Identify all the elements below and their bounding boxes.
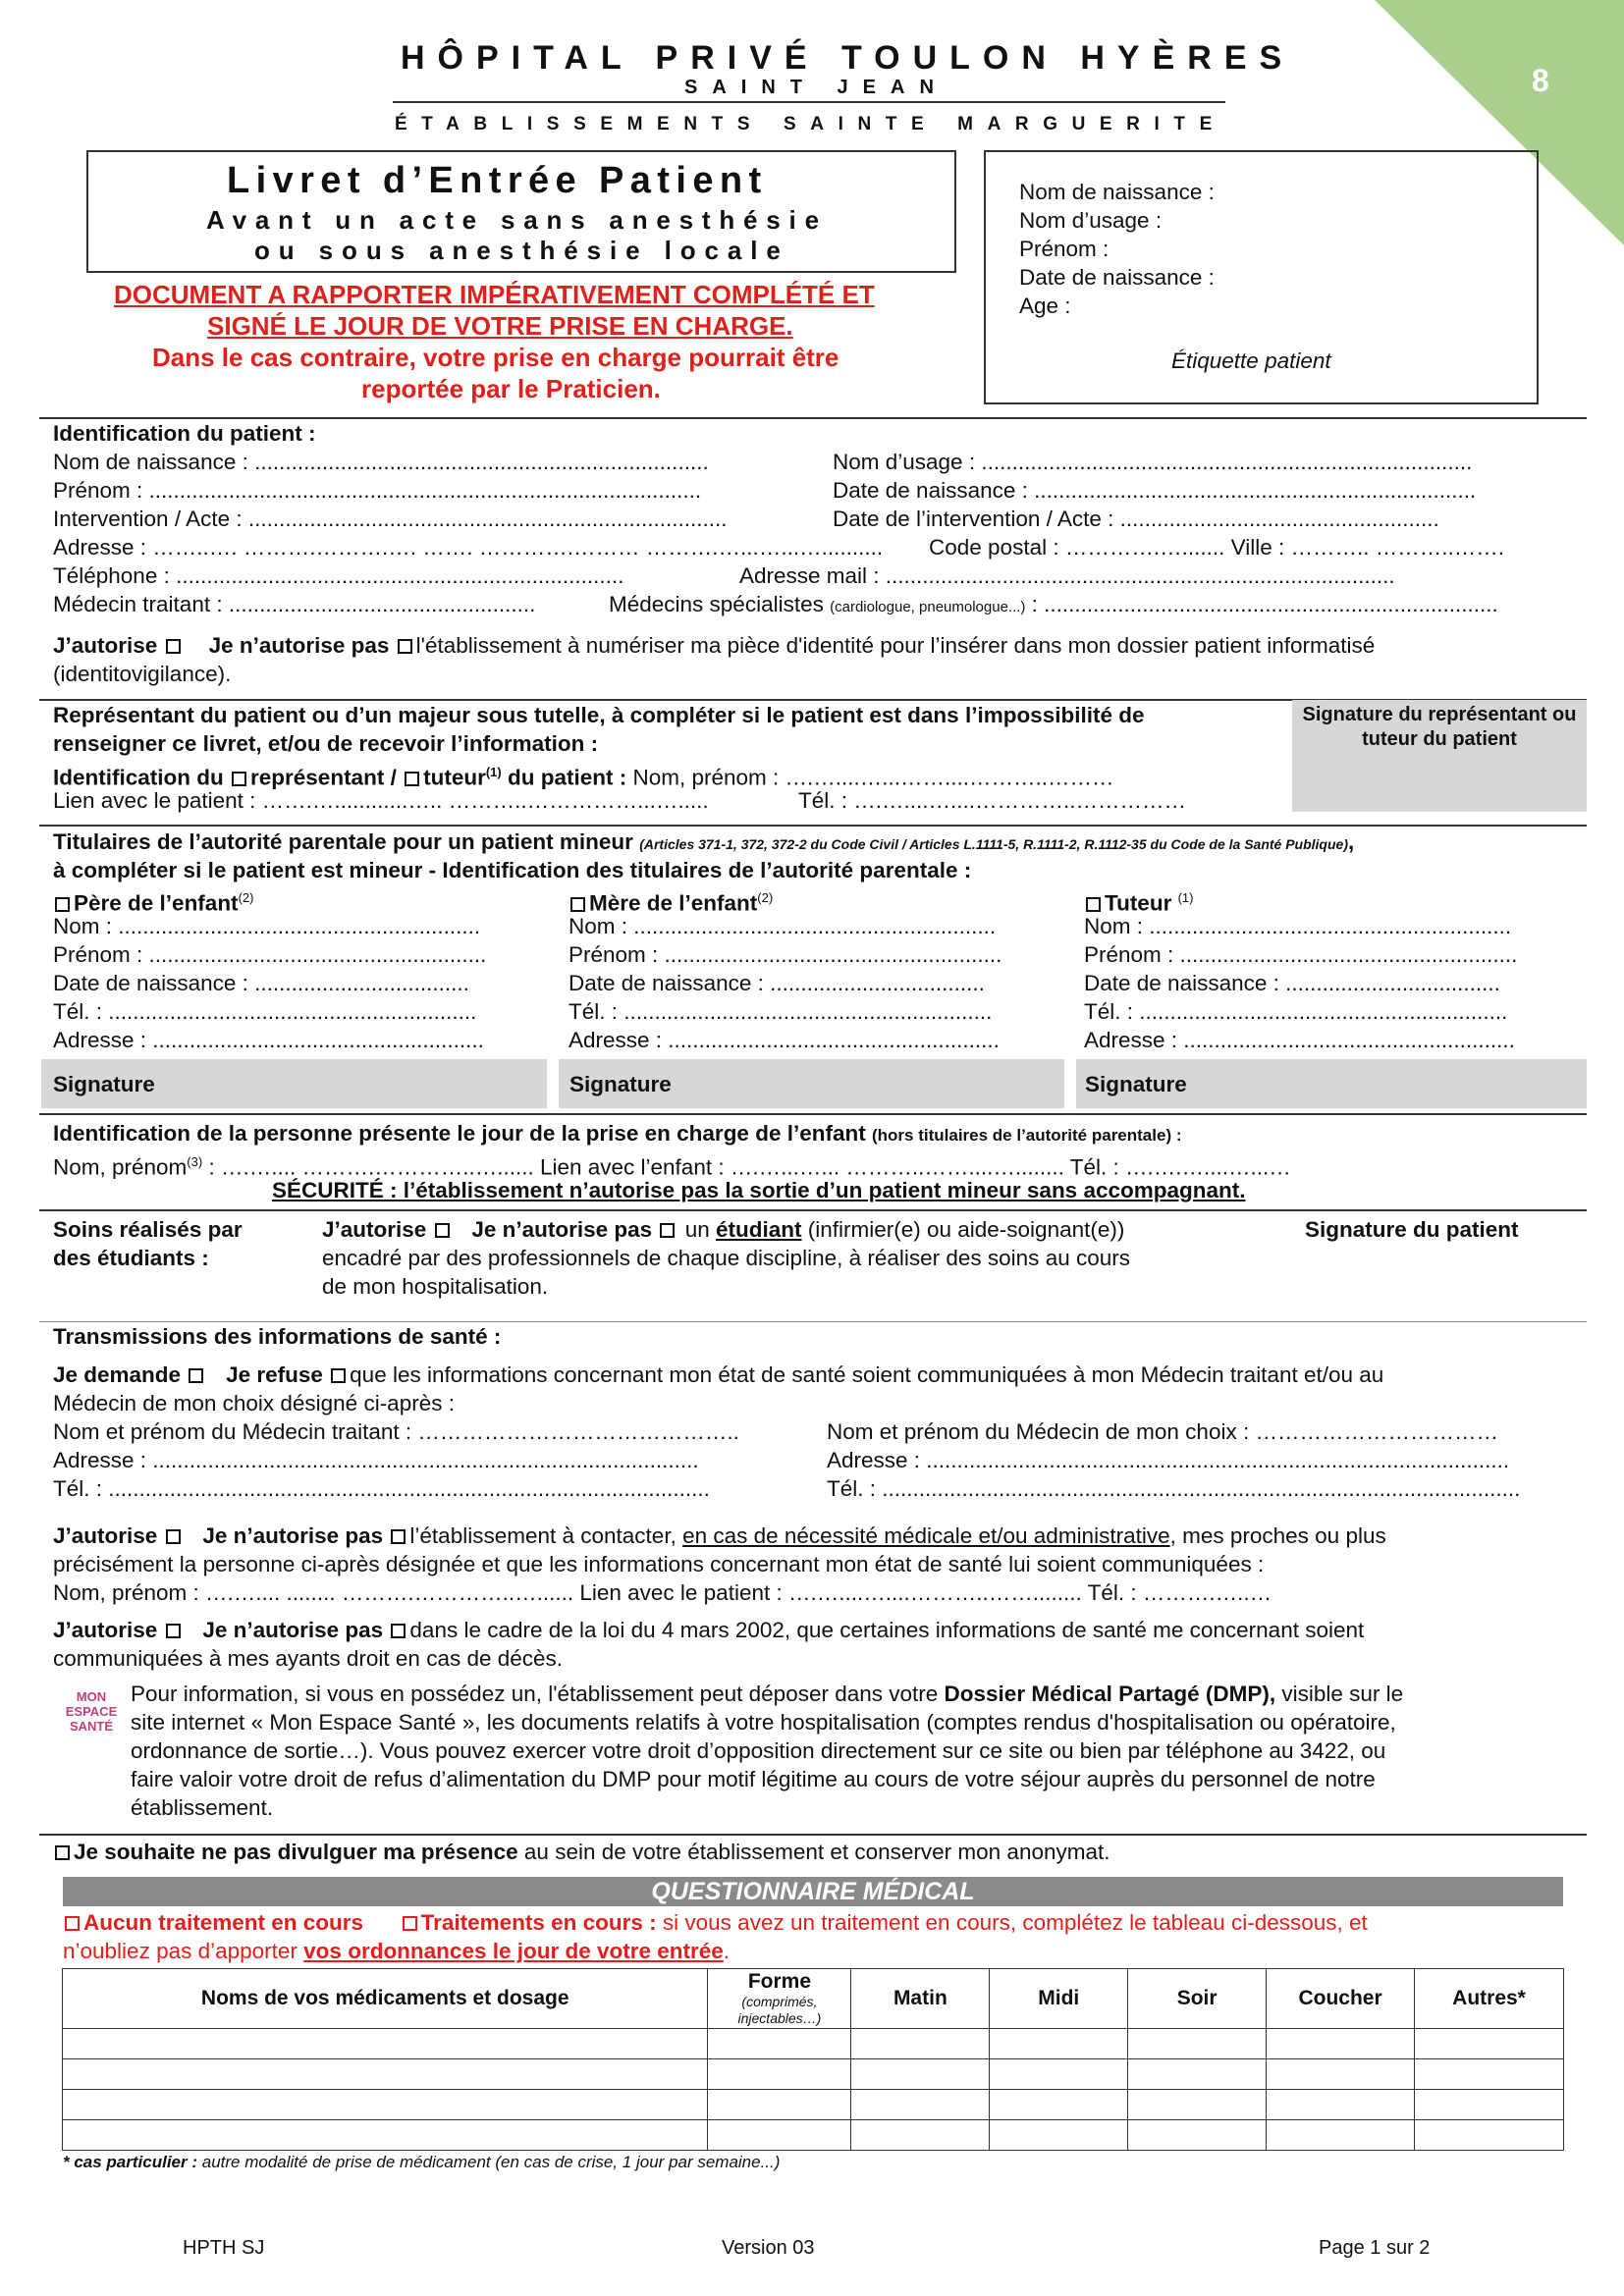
autorite-line2: à compléter si le patient est mineur - Identification des titulaires de l’autorité parentale :	[53, 858, 972, 882]
header-autres: Autres*	[1415, 1969, 1564, 2029]
transmissions-text-2: Médecin de mon choix désigné ci-après :	[53, 1391, 455, 1415]
transmissions-consent: Je demande Je refuse que les informations concernant mon état de santé soient communiquées à mon Médecin traitant et/ou au	[53, 1362, 1384, 1387]
document-subtitle-2: ou sous anesthésie locale	[254, 236, 789, 265]
hospital-site: SAINT JEAN	[684, 77, 948, 98]
anonymat-checkbox[interactable]	[55, 1845, 70, 1860]
label-age: Age :	[1019, 294, 1071, 318]
field-nom-naissance[interactable]: Nom de naissance : ..........................................................................	[53, 450, 709, 474]
section-rule	[39, 1113, 1587, 1115]
footer-page: Page 1 sur 2	[1319, 2237, 1431, 2259]
dmp-text-4: faire valoir votre droit de refus d’alimentation du DMP pour motif légitime au cours de votre séjour auprès du personnel de notre	[131, 1767, 1376, 1791]
tuteur-prenom[interactable]: Prénom : .......................................................	[1084, 942, 1518, 967]
field-date-naissance[interactable]: Date de naissance : ........................................................................	[833, 478, 1477, 503]
anonymat-option: Je souhaite ne pas divulguer ma présence au sein de votre établissement et conserver mon anonymat.	[53, 1839, 1110, 1866]
tuteur-tel[interactable]: Tél. : ............................................................	[1084, 999, 1508, 1024]
medecin-choix-nom[interactable]: Nom et prénom du Médecin de mon choix : ……………………………	[827, 1419, 1498, 1444]
mere-checkbox[interactable]	[570, 897, 585, 912]
mere-adresse[interactable]: Adresse : ......................................................	[568, 1028, 1000, 1052]
pere-signature-label: Signature	[53, 1072, 155, 1096]
medication-row[interactable]	[63, 2090, 1564, 2120]
header-coucher: Coucher	[1267, 1969, 1415, 2029]
autorite-heading: Titulaires de l’autorité parentale pour un patient mineur (Articles 371-1, 372, 372-2 du Code Civil / Articles L.1111-5, R.1111-2, R.1112-35 du Code de la Santé Publique),	[53, 829, 1355, 854]
dmp-text-5: établissement.	[131, 1795, 274, 1820]
deces-text-2: communiquées à mes ayants droit en cas de décès.	[53, 1646, 564, 1671]
pere-nom[interactable]: Nom : ...........................................................	[53, 914, 481, 938]
securite-notice: SÉCURITÉ : l’établissement n’autorise pas la sortie d’un patient mineur sans accompagnant.	[272, 1178, 1246, 1202]
field-code-postal-ville[interactable]: Code postal : ………….…....... Ville : ……….. ………..…….	[929, 535, 1504, 560]
representant-line2: renseigner ce livret, et/ou de recevoir l’information :	[53, 731, 599, 756]
deces-yes-checkbox[interactable]	[166, 1624, 181, 1638]
header-midi: Midi	[990, 1969, 1128, 2029]
etudiants-label-1: Soins réalisés par	[53, 1217, 243, 1242]
dmp-text-2: site internet « Mon Espace Santé », les documents relatifs à votre hospitalisation (comptes rendus d'hospitalisation ou opératoire,	[131, 1710, 1396, 1735]
section-rule	[39, 825, 1587, 827]
footer-version: Version 03	[722, 2237, 815, 2259]
field-adresse-mail[interactable]: Adresse mail : ...................................................................................	[739, 563, 1395, 588]
identification-heading: Identification du patient :	[53, 421, 316, 446]
etudiants-text-2: encadré par des professionnels de chaque discipline, à réaliser des soins au cours	[322, 1246, 1130, 1270]
dmp-text-1: Pour information, si vous en possédez un, l'établissement peut déposer dans votre Dossier Médical Partagé (DMP), visible sur le	[131, 1682, 1404, 1706]
tuteur-signature-label: Signature	[1085, 1072, 1187, 1096]
label-date-naissance: Date de naissance :	[1019, 265, 1215, 290]
etudiants-signature-label: Signature du patient	[1305, 1217, 1519, 1242]
tuteur-date-naissance[interactable]: Date de naissance : ...................................	[1084, 971, 1500, 995]
warning-line-3: Dans le cas contraire, votre prise en charge pourrait être	[152, 343, 839, 372]
questionnaire-title: QUESTIONNAIRE MÉDICAL	[63, 1877, 1563, 1906]
etudiants-text-3: de mon hospitalisation.	[322, 1274, 549, 1299]
section-rule	[39, 1834, 1587, 1836]
contact-yes-checkbox[interactable]	[166, 1529, 181, 1544]
identity-consent: J’autorise Je n’autorise pas l'établissement à numériser ma pièce d'identité pour l’insérer dans mon dossier patient informatisé	[53, 633, 1376, 658]
deces-consent: J’autorise Je n’autorise pas dans le cadre de la loi du 4 mars 2002, que certaines informations de santé me concernant soient	[53, 1618, 1365, 1642]
representant-line1: Représentant du patient ou d’un majeur sous tutelle, à compléter si le patient est dans l’impossibilité de	[53, 703, 1145, 727]
tuteur-adresse[interactable]: Adresse : ......................................................	[1084, 1028, 1515, 1052]
aucun-traitement-checkbox[interactable]	[65, 1916, 80, 1931]
pere-tel[interactable]: Tél. : ............................................................	[53, 999, 477, 1024]
field-intervention[interactable]: Intervention / Acte : ..............................................................................	[53, 507, 728, 531]
medecin-choix-tel[interactable]: Tél. : ........................................................................................................	[827, 1476, 1521, 1501]
etudiants-no-checkbox[interactable]	[660, 1223, 675, 1238]
personne-presente-heading: Identification de la personne présente le jour de la prise en charge de l’enfant (hors titulaires de l’autorité parentale) :	[53, 1121, 1182, 1146]
consent-yes-checkbox[interactable]	[166, 639, 181, 654]
etudiants-yes-checkbox[interactable]	[435, 1223, 450, 1238]
label-nom-naissance: Nom de naissance :	[1019, 180, 1215, 204]
document-subtitle-1: Avant un acte sans anesthésie	[206, 205, 828, 235]
hospital-group: ÉTABLISSEMENTS SAINTE MARGUERITE	[395, 114, 1226, 134]
contact-text-2: précisément la personne ci-après désignée et que les informations concernant mon état de santé lui soient communiquées :	[53, 1552, 1265, 1576]
pere-date-naissance[interactable]: Date de naissance : ...................................	[53, 971, 469, 995]
col-mere: Mère de l’enfant$^{(2)}$	[568, 884, 773, 918]
header-soir: Soir	[1128, 1969, 1267, 2029]
mere-nom[interactable]: Nom : ...........................................................	[568, 914, 997, 938]
section-rule	[39, 1209, 1587, 1211]
refuse-checkbox[interactable]	[331, 1368, 346, 1383]
field-medecins-specialistes[interactable]: Médecins spécialistes (cardiologue, pneumologue...) : ..........................................................................	[609, 592, 1498, 616]
medecin-traitant-nom[interactable]: Nom et prénom du Médecin traitant : ……………………………………..	[53, 1419, 739, 1444]
col-pere: Père de l’enfant$^{(2)}$	[53, 884, 253, 918]
questionnaire-options: Aucun traitement en cours Traitements en cours : si vous avez un traitement en cours, complétez le tableau ci-dessous, et	[63, 1909, 1368, 1937]
medications-header-row	[63, 1969, 1564, 2029]
tuteur-nom[interactable]: Nom : ...........................................................	[1084, 914, 1512, 938]
identity-consent-line2: (identitovigilance).	[53, 662, 232, 686]
representant-signature-label: Signature du représentant ou tuteur du patient	[1302, 704, 1577, 750]
page-number-badge: 8	[1532, 63, 1549, 98]
mere-prenom[interactable]: Prénom : .......................................................	[568, 942, 1002, 967]
warning-line-1: DOCUMENT A RAPPORTER IMPÉRATIVEMENT COMPLÉTÉ ET	[114, 280, 875, 309]
field-date-intervention[interactable]: Date de l’intervention / Acte : ....................................................	[833, 507, 1439, 531]
personne-presente-fields[interactable]: Nom, prénom$^{(3)}$ : ….….... ……….…………..…...... Lien avec l’enfant : ….…...…... ………..……....…........ Tél. : ….….…....…...…	[53, 1154, 1291, 1180]
transmissions-heading: Transmissions des informations de santé :	[53, 1324, 502, 1349]
representant-checkbox[interactable]	[232, 772, 246, 786]
field-lien-patient[interactable]: Lien avec le patient : …….…............….. ………..……………...….....	[53, 788, 709, 813]
deces-no-checkbox[interactable]	[391, 1624, 406, 1638]
label-prenom: Prénom :	[1019, 237, 1110, 261]
etudiants-consent: J’autorise Je n’autorise pas un étudiant (infirmier(e) ou aide-soignant(e))	[322, 1217, 1125, 1242]
table-footnote: * cas particulier : autre modalité de prise de médicament (en cas de crise, 1 jour par semaine...)	[63, 2153, 781, 2171]
field-prenom[interactable]: Prénom : ..........................................................................................	[53, 478, 702, 503]
medication-row[interactable]	[63, 2059, 1564, 2090]
mere-tel[interactable]: Tél. : ............................................................	[568, 999, 993, 1024]
warning-line-4: reportée par le Praticien.	[361, 374, 661, 403]
pere-prenom[interactable]: Prénom : .......................................................	[53, 942, 487, 967]
traitements-en-cours-checkbox[interactable]	[403, 1916, 417, 1931]
field-adresse[interactable]: Adresse : ……..…. ……….……….…. ……. ………….……… ……….…...…...…..........	[53, 535, 884, 560]
patient-label-caption: Étiquette patient	[1171, 348, 1331, 373]
questionnaire-text-2: n’oubliez pas d’apporter vos ordonnances le jour de votre entrée.	[63, 1939, 731, 1963]
tuteur-checkbox[interactable]	[405, 772, 419, 786]
contact-fields[interactable]: Nom, prénom : ….….... ........ ……….…………..…...... Lien avec le patient : ….…....…....………..……........ Tél. : ……….…..…	[53, 1580, 1272, 1605]
medecin-traitant-tel[interactable]: Tél. : ..................................................................................................	[53, 1476, 710, 1501]
section-rule	[39, 1321, 1587, 1322]
mere-date-naissance[interactable]: Date de naissance : ...................................	[568, 971, 985, 995]
field-telephone[interactable]: Téléphone : .........................................................................	[53, 563, 624, 588]
demande-checkbox[interactable]	[189, 1368, 203, 1383]
hospital-name: HÔPITAL PRIVÉ TOULON HYÈRES	[401, 39, 1295, 77]
label-nom-usage: Nom d’usage :	[1019, 208, 1163, 233]
representant-identification: Identification du représentant / tuteur$^{(1)}$ du patient : Nom, prénom : ….…....…...……....………..………	[53, 765, 1114, 790]
pere-adresse[interactable]: Adresse : ......................................................	[53, 1028, 484, 1052]
footer-left: HPTH SJ	[183, 2237, 265, 2259]
header-forme: Forme (comprimés, injectables…)	[708, 1969, 851, 2029]
field-medecin-traitant[interactable]: Médecin traitant : ..................................................	[53, 592, 536, 616]
dmp-text-3: ordonnance de sortie…). Vous pouvez exercer votre droit d’opposition directement sur ce site ou bien par téléphone au 3422, ou	[131, 1738, 1386, 1763]
contact-consent: J’autorise Je n’autorise pas l’établissement à contacter, en cas de nécessité médicale et/ou administrative, mes proches ou plus	[53, 1523, 1386, 1548]
medication-row[interactable]	[63, 2029, 1564, 2059]
field-representant-tel[interactable]: Tél. : ….…....…....…………..……………	[798, 788, 1187, 813]
pere-checkbox[interactable]	[55, 897, 70, 912]
medication-row[interactable]	[63, 2120, 1564, 2151]
etudiants-label-2: des étudiants :	[53, 1246, 209, 1270]
tuteur-parent-checkbox[interactable]	[1086, 897, 1101, 912]
consent-no-checkbox[interactable]	[398, 639, 412, 654]
mon-espace-sante-logo: MON ESPACE SANTÉ	[65, 1689, 118, 1734]
warning-line-2: SIGNÉ LE JOUR DE VOTRE PRISE EN CHARGE.	[207, 311, 793, 341]
medications-table	[62, 1968, 1564, 2151]
medecin-traitant-adresse[interactable]: Adresse : .........................................................................................	[53, 1448, 699, 1472]
col-tuteur: Tuteur $^{(1)}$	[1084, 884, 1193, 918]
header-matin: Matin	[851, 1969, 990, 2029]
contact-no-checkbox[interactable]	[391, 1529, 406, 1544]
document-title: Livret d’Entrée Patient	[227, 160, 768, 201]
medecin-choix-adresse[interactable]: Adresse : ...............................................................................................	[827, 1448, 1510, 1472]
field-nom-usage[interactable]: Nom d’usage : ................................................................................	[833, 450, 1473, 474]
section-rule	[39, 417, 1587, 419]
header-rule	[393, 101, 1225, 103]
header-medicaments: Noms de vos médicaments et dosage	[63, 1969, 708, 2029]
mere-signature-label: Signature	[569, 1072, 672, 1096]
